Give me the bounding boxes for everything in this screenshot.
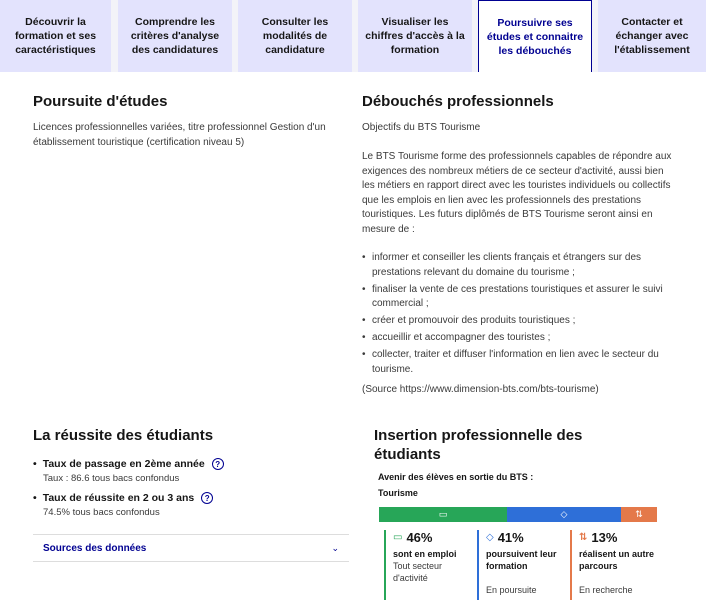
briefcase-icon: ▭ [393,532,403,543]
taux-reussite-title: • Taux de réussite en 2 ou 3 ans [42,492,195,504]
insertion-col-formation: ◇ 41% poursuivent leur formation En poursuite [477,530,563,600]
reussite-title: La réussite des étudiants [33,427,214,444]
list-item: • collecter, traiter et diffuser l'information en lien avec le secteur du tourisme. [362,348,676,377]
insertion-title: Insertion professionnelle des étudiants [374,427,583,463]
poursuite-title: Poursuite d'études [33,93,168,110]
graduation-cap-icon: ◇ [486,532,494,543]
taux-reussite [33,492,213,518]
taux-passage-value: Taux : 86.6 tous bacs confondus [43,473,180,484]
insertion-bar-segment [621,507,657,522]
debouches-list [362,251,676,380]
insertion-bar-segment [507,507,621,522]
graduation-cap-icon: ◇ [560,509,568,519]
arrows-icon: ⇅ [635,509,643,519]
insertion-col-emploi: ▭ 46% sont en emploi Tout secteur d'activité [384,530,470,600]
insertion-col-autre: ⇅ 13% réalisent un autre parcours En recherche [570,530,666,600]
sources-accordion[interactable] [33,534,349,562]
tab-decouvrir-formation[interactable]: Découvrir la formation et ses caractéristiques [0,0,111,72]
tab-contacter-etablissement[interactable]: Contacter et échanger avec l'établissement [598,0,706,72]
debouches-source: (Source https://www.dimension-bts.com/bts-tourisme) [362,384,599,395]
arrows-icon: ⇅ [579,532,588,543]
debouches-objectifs: Objectifs du BTS Tourisme [362,122,481,133]
briefcase-icon: ▭ [438,509,448,519]
tab-modalites-candidature[interactable]: Consulter les modalités de candidature [238,0,352,72]
list-item: • accueillir et accompagner des touristes ; [362,331,676,346]
taux-reussite-value: 74.5% tous bacs confondus [43,507,160,518]
sources-label: Sources des données [43,542,147,554]
help-icon[interactable]: ? [201,492,213,504]
poursuite-text: Licences professionnelles variées, titre professionnel Gestion d'un établissement touristique (certification niveau 5) [33,122,326,148]
list-item: • finaliser la vente de ces prestations touristiques et assurer le suivi commercial ; [362,283,676,312]
tab-chiffres-acces[interactable]: Visualiser les chiffres d'accès à la formation [358,0,472,72]
insertion-subtitle-line1: Avenir des élèves en sortie du BTS : [378,472,534,482]
list-item: • créer et promouvoir des produits touristiques ; [362,314,676,329]
tab-poursuivre-etudes[interactable]: Poursuivre ses études et connaitre les débouchés [478,0,592,72]
list-item: • informer et conseiller les clients français et étrangers sur des prestations relevant du domaine du tourisme ; [362,251,676,280]
chevron-down-icon: ⌄ [331,542,339,553]
debouches-intro: Le BTS Tourisme forme des professionnels capables de répondre aux exigences des nombreux métiers de ce secteur d'activité, aussi bien les métiers en rapport direct avec les touristes individuels ou collectifs que les emplois en lien avec les professionnels des prestations touristiques. Les futurs diplômés de BTS Tourisme seront ainsi en mesure de : [362,151,672,235]
insertion-bar-segment [379,507,507,522]
taux-passage-title: • Taux de passage en 2ème année [42,458,205,470]
help-icon[interactable]: ? [212,458,224,470]
insertion-subtitle-line2: Tourisme [378,488,418,498]
taux-passage [33,458,224,484]
debouches-title: Débouchés professionnels [362,93,554,110]
tab-criteres-analyse[interactable]: Comprendre les critères d'analyse des candidatures [118,0,232,72]
tab-bar [0,0,706,72]
